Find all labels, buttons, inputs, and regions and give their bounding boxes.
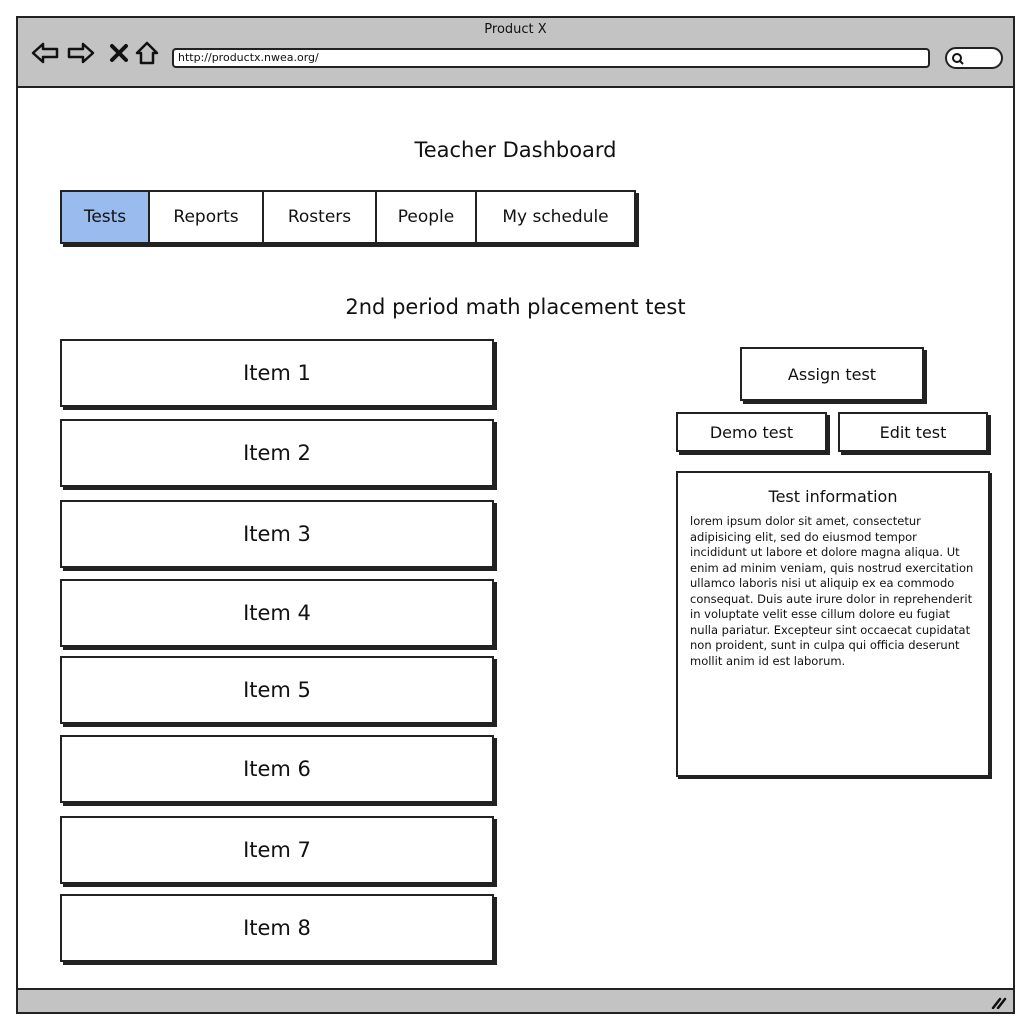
list-item[interactable]: Item 2 bbox=[60, 419, 494, 487]
list-item[interactable]: Item 4 bbox=[60, 579, 494, 647]
list-item[interactable]: Item 1 bbox=[60, 339, 494, 407]
test-information-title: Test information bbox=[768, 487, 898, 506]
list-item[interactable]: Item 5 bbox=[60, 656, 494, 724]
list-item[interactable]: Item 3 bbox=[60, 500, 494, 568]
demo-test-button[interactable]: Demo test bbox=[676, 412, 827, 452]
arrow-left-icon[interactable] bbox=[30, 38, 60, 68]
browser-search-box[interactable] bbox=[945, 47, 1003, 69]
window-title: Product X bbox=[484, 22, 547, 37]
tab-people[interactable]: People bbox=[377, 192, 477, 242]
page-title: Teacher Dashboard bbox=[414, 138, 617, 162]
tab-reports[interactable]: Reports bbox=[150, 192, 264, 242]
address-bar[interactable]: http://productx.nwea.org/ bbox=[172, 48, 930, 68]
tab-my-schedule[interactable]: My schedule bbox=[477, 192, 634, 242]
browser-toolbar bbox=[18, 18, 1013, 88]
list-item[interactable]: Item 8 bbox=[60, 894, 494, 962]
main-tabs bbox=[60, 190, 636, 244]
test-information-panel bbox=[676, 471, 990, 777]
list-item[interactable]: Item 7 bbox=[60, 816, 494, 884]
search-icon bbox=[951, 52, 965, 66]
browser-window bbox=[16, 16, 1015, 1014]
tab-tests[interactable]: Tests bbox=[62, 192, 150, 242]
arrow-right-icon[interactable] bbox=[66, 38, 96, 68]
test-information-body: lorem ipsum dolor sit amet, consectetur adipisicing elit, sed do eiusmod tempor incididunt ut labore et dolore magna aliqua. Ut enim ad minim veniam, quis nostrud exercitation ullamco laboris nisi ut aliquip ex ea commodo consequat. Duis aute irure dolor in reprehenderit in voluptate velit esse cillum dolore eu fugiat nulla pariatur. Excepteur sint occaecat cupidatat non proident, sunt in culpa qui officia deserunt mollit anim id est laborum. bbox=[690, 514, 974, 668]
test-title: 2nd period math placement test bbox=[345, 295, 686, 319]
assign-test-button[interactable]: Assign test bbox=[740, 347, 924, 401]
edit-test-button[interactable]: Edit test bbox=[838, 412, 988, 452]
tab-rosters[interactable]: Rosters bbox=[264, 192, 377, 242]
status-bar bbox=[18, 988, 1013, 1012]
home-icon[interactable] bbox=[132, 38, 162, 68]
close-icon[interactable] bbox=[104, 38, 134, 68]
list-item[interactable]: Item 6 bbox=[60, 735, 494, 803]
resize-grip-icon[interactable] bbox=[991, 995, 1007, 1009]
